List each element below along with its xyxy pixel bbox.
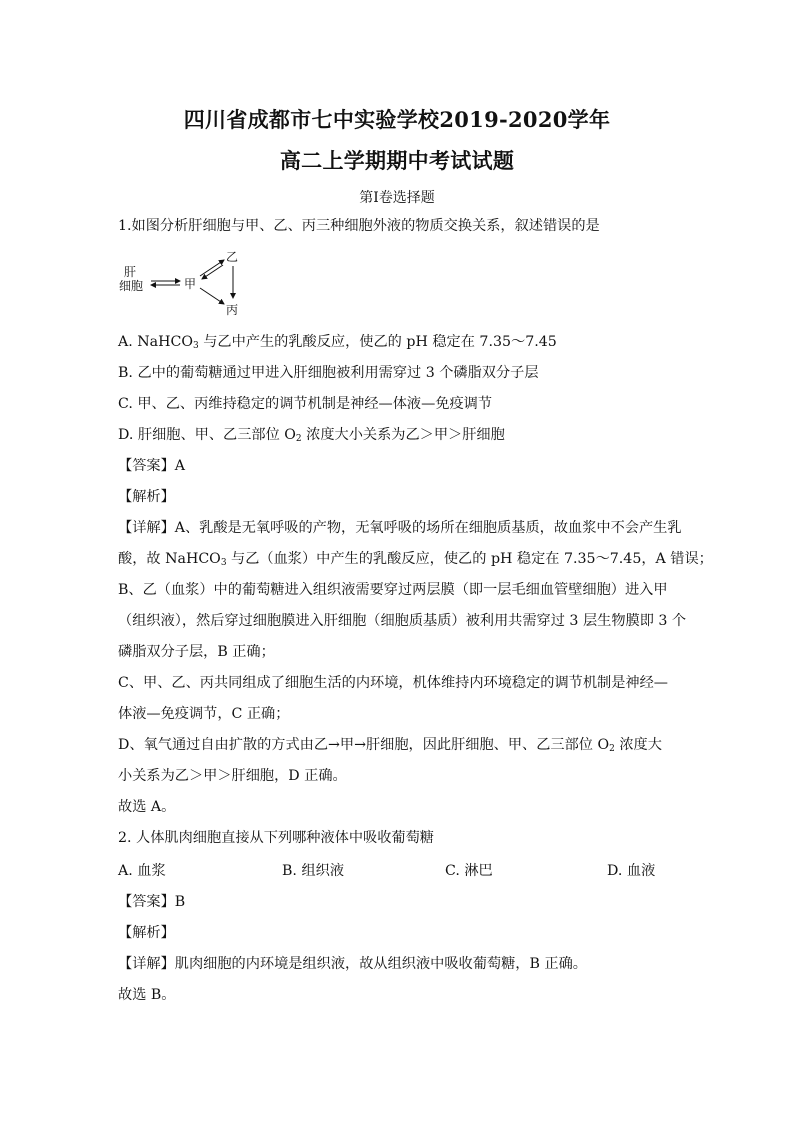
q2-option-d: D. 血液 [607, 863, 656, 879]
section-heading: 第Ⅰ卷选择题 [359, 190, 435, 206]
q2-analysis-label: 【解析】 [118, 925, 175, 941]
q1-stem: 1.如图分析肝细胞与甲、乙、丙三种细胞外液的物质交换关系，叙述错误的是 [118, 218, 600, 234]
diagram-label-bing: 丙 [226, 303, 239, 317]
q1-detail-line-9: 小关系为乙＞甲＞肝细胞，D 正确。 [118, 768, 347, 784]
q1-detail-line-5: 磷脂双分子层，B 正确； [118, 644, 275, 660]
q1-answer: 【答案】A [118, 458, 185, 474]
arrow-jia-to-bing [200, 288, 224, 304]
q1-option-a [118, 332, 557, 352]
diagram-label-liver-bottom: 细胞 [119, 279, 144, 293]
q2-option-a: A. 血浆 [118, 863, 166, 879]
q1-detail-line-7: 体液—免疫调节，C 正确； [118, 706, 290, 722]
q1-detail-line-3: B、乙（血浆）中的葡萄糖进入组织液需要穿过两层膜（即一层毛细血管壁细胞）进入甲 [118, 582, 668, 598]
q1-detail-line-8-post: 浓度大 [614, 737, 662, 753]
diagram-label-liver-top: 肝 [124, 265, 137, 279]
q1-detail-line-2-pre: 酸，故 NaHCO [118, 551, 221, 567]
q1-detail-line-6: C、甲、乙、丙共同组成了细胞生活的内环境，机体维持内环境稳定的调节机制是神经— [118, 675, 668, 691]
q1-option-a-sub: 3 [193, 341, 199, 351]
q1-detail-line-2 [118, 549, 713, 569]
arrow-jia-to-yi [200, 260, 224, 276]
q2-answer: 【答案】B [118, 894, 186, 910]
q1-detail-line-2-post: 与乙（血浆）中产生的乳酸反应，使乙的 pH 稳定在 7.35～7.45，A 错误； [226, 551, 713, 567]
q1-option-a-post: 与乙中产生的乳酸反应，使乙的 pH 稳定在 7.35～7.45 [198, 334, 557, 350]
diagram-label-jia: 甲 [184, 277, 197, 291]
q2-option-b: B. 组织液 [282, 863, 345, 879]
q1-conclusion: 故选 A。 [118, 799, 176, 815]
q1-detail-line-8 [118, 735, 662, 755]
q1-exchange-diagram [118, 248, 258, 320]
q1-detail-line-8-sub: 2 [609, 744, 615, 754]
q1-option-d-post: 浓度大小关系为乙＞甲＞肝细胞 [301, 427, 505, 443]
q1-detail-line-1: 【详解】A、乳酸是无氧呼吸的产物，无氧呼吸的场所在细胞质基质，故血浆中不会产生乳 [118, 520, 682, 536]
q1-option-d-pre: D. 肝细胞、甲、乙三部位 O [118, 427, 296, 443]
q2-conclusion: 故选 B。 [118, 987, 176, 1003]
title-line-1: 四川省成都市七中实验学校2019-2020学年 [183, 107, 611, 132]
q1-detail-line-8-pre: D、氧气通过自由扩散的方式由乙→甲→肝细胞，因此肝细胞、甲、乙三部位 O [118, 737, 610, 753]
q2-option-c: C. 淋巴 [445, 863, 493, 879]
q2-detail: 【详解】肌肉细胞的内环境是组织液，故从组织液中吸收葡萄糖，B 正确。 [118, 956, 587, 972]
q1-option-a-pre: A. NaHCO [118, 334, 193, 350]
diagram-label-yi: 乙 [226, 250, 239, 264]
q2-stem: 2. 人体肌肉细胞直接从下列哪种液体中吸收葡萄糖 [118, 830, 434, 846]
q1-option-d-sub: 2 [295, 434, 302, 444]
q1-detail-line-4: （组织液），然后穿过细胞膜进入肝细胞（细胞质基质）被利用共需穿过 3 层生物膜即 3 个 [118, 613, 687, 629]
q1-option-c: C. 甲、乙、丙维持稳定的调节机制是神经—体液—免疫调节 [118, 396, 493, 412]
q1-detail-line-2-sub: 3 [220, 558, 227, 568]
title-line-2: 高二上学期期中考试试题 [279, 148, 515, 173]
q1-option-d [118, 425, 505, 445]
q1-option-b: B. 乙中的葡萄糖通过甲进入肝细胞被利用需穿过 3 个磷脂双分子层 [118, 365, 539, 381]
q1-analysis-label: 【解析】 [118, 489, 175, 505]
